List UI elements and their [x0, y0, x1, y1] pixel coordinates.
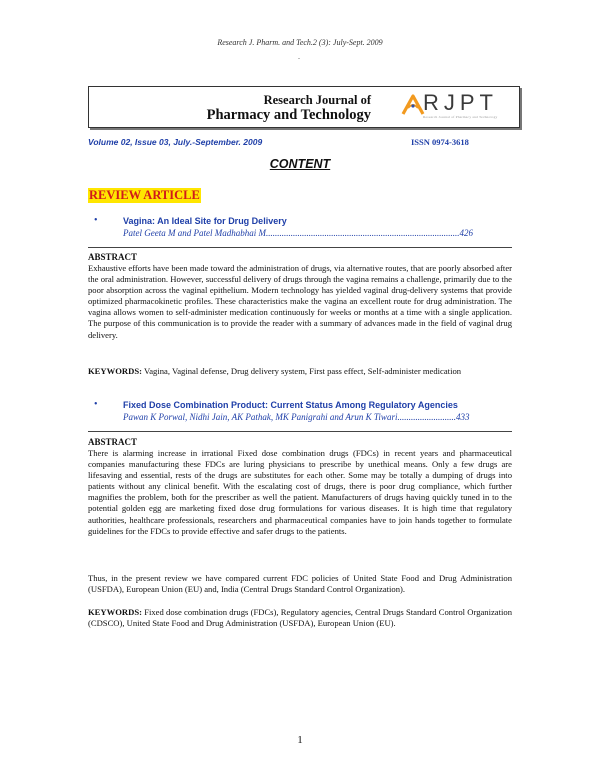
- section-heading-review-article: REVIEW ARTICLE: [89, 188, 200, 202]
- article-1-abstract-text: Exhaustive efforts have been made toward the administration of drugs, via alternative routes, that are poorly absorbed after the oral administration. However, successful delivery of drugs through the vagina remains a challenge, primarily due to the poor absorption across the vaginal epithelium. Modern technology has yielded vaginal drug-delivery systems that provide optimized pharmacokinetic profiles. These characteristics make the vagina an excellent route for drug administration. The vagina allows women to self-administer medication continuously for weeks or months at a time with a single application. The purpose of this communication is to provide the reader with a summary of advances made in the field of vaginal drug delivery.: [88, 263, 512, 340]
- issn: ISSN 0974-3618: [411, 137, 469, 147]
- article-1-bullet: •: [94, 215, 98, 226]
- article-2-title[interactable]: Fixed Dose Combination Product: Current Status Among Regulatory Agencies: [123, 400, 458, 410]
- page-number: 1: [297, 734, 303, 746]
- article-2-authors: Pawan K Porwal, Nidhi Jain, AK Pathak, MK Panigrahi and Arun K Tiwari..........................433: [123, 412, 470, 422]
- article-2-keywords-text: Fixed dose combination drugs (FDCs), Regulatory agencies, Central Drugs Standard Control Organization (CDSCO), United State Food and Drug Administration (USFDA), European Union (EU).: [88, 607, 512, 629]
- article-1-keywords-text: Vagina, Vaginal defense, Drug delivery system, First pass effect, Self-administer medication: [141, 366, 462, 376]
- journal-title-line1: Research Journal of: [263, 93, 371, 107]
- article-1-title[interactable]: Vagina: An Ideal Site for Drug Delivery: [123, 216, 287, 226]
- article-2-abstract-text-2: Thus, in the present review we have compared current FDC policies of United State Food and Drug Administration (USFDA), European Union (EU) and, India (Central Drugs Standard Control Organization).: [88, 573, 512, 595]
- content-heading: CONTENT: [269, 157, 331, 171]
- article-1-keywords: [88, 366, 512, 377]
- logo-mortar-icon: [401, 93, 425, 117]
- article-1-authors: Patel Geeta M and Patel Madhabhai M......................................................................................426: [123, 228, 473, 238]
- journal-title-line2: Pharmacy and Technology: [206, 107, 371, 123]
- article-2-abstract-heading: ABSTRACT: [88, 437, 138, 447]
- article-2-keywords: [88, 607, 512, 629]
- article-2-divider: [88, 431, 512, 432]
- article-1-divider: [88, 247, 512, 248]
- article-1-abstract-heading: ABSTRACT: [88, 252, 138, 262]
- article-2-keywords-label: KEYWORDS:: [88, 607, 142, 617]
- logo-letters: RJPT: [423, 90, 498, 115]
- article-2-abstract-text: There is alarming increase in irrational Fixed dose combination drugs (FDCs) in recent years and pharmaceutical companies manufacturing these FDCs are luring physicians to prescribe by unethical means. Only a few drugs are lifesaving and essential, rests of the drugs are substitutes for each other. Some may be totally a dumping of drugs into patients without any clinical benefit. With the escalating cost of drugs, there is poor drug compliance, which further magnifies the problem, both for the prescriber as well the patient. Manufacturers of drugs having quickly tuned in to the potential golden egg are marketing fixed dose drug formulations for various diseases. It is high time that regulatory authorities, healthcare professionals, researchers and pharmaceutical companies have to join hands together to formulate guidelines for the FDCs to provide effective and safer drugs to the patients.: [88, 448, 512, 536]
- journal-masthead: [88, 86, 520, 128]
- rjpt-logo: [393, 90, 511, 124]
- issue-line: Volume 02, Issue 03, July.-September. 2009: [88, 137, 263, 147]
- article-2-bullet: •: [94, 399, 98, 410]
- logo-tagline: Research Journal of Pharmacy and Technology: [423, 115, 498, 119]
- running-head: Research J. Pharm. and Tech.2 (3): July-Sept. 2009: [217, 38, 383, 47]
- article-1-keywords-label: KEYWORDS:: [88, 366, 142, 376]
- running-head-dot: .: [298, 52, 300, 61]
